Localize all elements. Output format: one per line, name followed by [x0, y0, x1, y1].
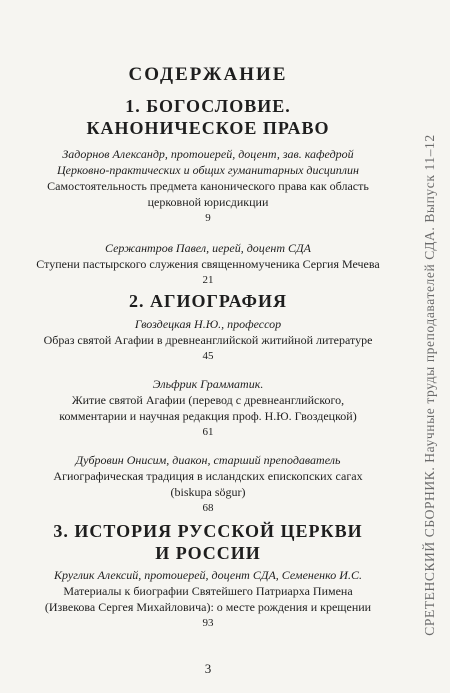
section-heading-line: 2. АГИОГРАФИЯ [129, 291, 287, 311]
entry-author: Круглик Алексий, протоиерей, доцент СДА, Семененко И.С. [54, 568, 362, 582]
author-line: Задорнов Александр, протоиерей, доцент, зав. кафедрой [62, 147, 354, 161]
running-header-text: СРЕТЕНСКИЙ СБОРНИК. Научные труды преподавателей СДА. Выпуск 11–12 [422, 134, 437, 636]
entry-title: Образ святой Агафии в древнеанглийской житийной литературе [43, 333, 373, 347]
entry-author: Эльфрик Грамматик. [152, 377, 264, 391]
section-heading [22, 290, 394, 312]
running-header-vertical [419, 134, 441, 636]
entry-title [22, 468, 394, 500]
title-line: церковной юрисдикции [147, 195, 269, 209]
title-line: (Извекова Сергея Михайловича): о месте рождения и крещении [44, 600, 372, 614]
entry-page-number: 9 [205, 212, 211, 224]
toc-entry[interactable] [22, 376, 394, 440]
title-line: Материалы к биографии Святейшего Патриарха Пимена [63, 584, 353, 598]
section-heading [22, 95, 394, 139]
section-heading [22, 520, 394, 564]
page-number: 3 [204, 661, 212, 676]
title-line: Житие святой Агафии (перевод с древнеанглийского, [71, 393, 345, 407]
contents-page [22, 0, 394, 693]
entry-page-number: 45 [202, 350, 214, 362]
entry-author: Дубровин Онисим, диакон, старший преподаватель [75, 453, 341, 467]
title-line: Самостоятельность предмета канонического права как область [47, 179, 369, 193]
author-line: Церковно-практических и общих гуманитарных дисциплин [57, 163, 359, 177]
toc-entry[interactable] [22, 452, 394, 516]
entry-author: Сержантров Павел, иерей, доцент СДА [104, 241, 311, 255]
entry-author [22, 146, 394, 178]
section-heading-line: 3. ИСТОРИЯ РУССКОЙ ЦЕРКВИ [53, 521, 363, 541]
toc-entry[interactable] [22, 567, 394, 631]
entry-title [22, 583, 394, 615]
title-line: комментарии и научная редакция проф. Н.Ю. Гвоздецкой) [59, 409, 357, 423]
title-line: (biskupa sögur) [170, 485, 246, 499]
entry-page-number: 93 [202, 617, 214, 629]
toc-entry[interactable] [22, 240, 394, 288]
entry-page-number: 68 [202, 502, 214, 514]
entry-title [22, 392, 394, 424]
toc-entry[interactable] [22, 316, 394, 364]
entry-author: Гвоздецкая Н.Ю., профессор [134, 317, 282, 331]
entry-title [22, 178, 394, 210]
toc-entry[interactable] [22, 146, 394, 226]
section-heading-line: 1. БОГОСЛОВИЕ. [125, 96, 291, 116]
page-title: СОДЕРЖАНИЕ [128, 64, 288, 85]
section-heading-line: КАНОНИЧЕСКОЕ ПРАВО [86, 118, 330, 138]
entry-page-number: 21 [202, 274, 214, 286]
entry-page-number: 61 [202, 426, 214, 438]
section-heading-line: И РОССИИ [155, 543, 261, 563]
entry-title: Ступени пастырского служения священномученика Сергия Мечева [36, 257, 380, 271]
title-line: Агиографическая традиция в исландских епископских сагах [53, 469, 363, 483]
